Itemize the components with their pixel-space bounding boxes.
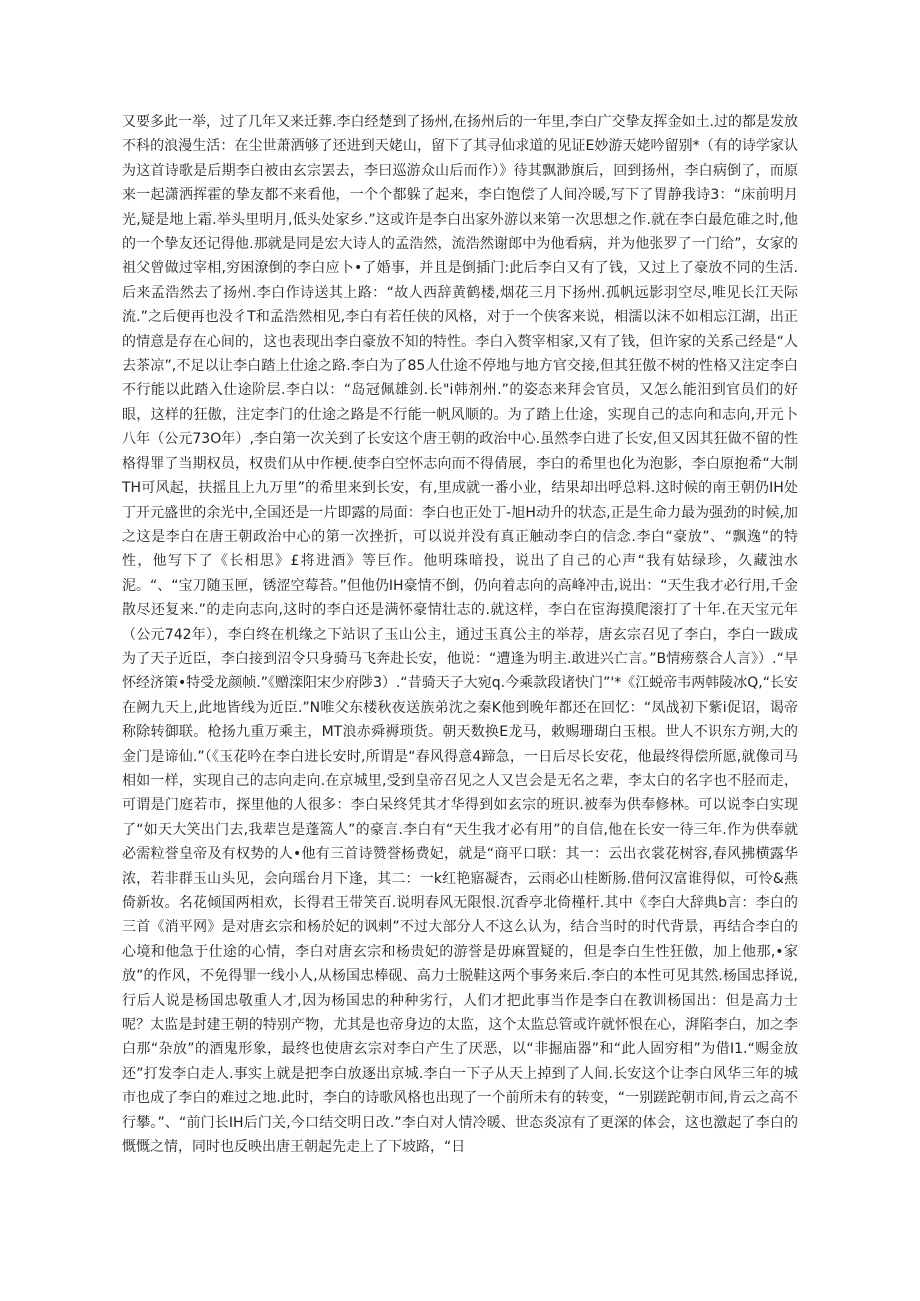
body-paragraph: 又要多此一举，过了几年又来迁葬.李白经楚到了扬州,在扬州后的一年里,李白广交挚友挥金如土.过的都是发放不科的浪漫生活：在尘世萧洒够了还进到天姥山，留下了其寻仙求道的见证E妙游天姥吟留别*（有的诗学家认为这首诗歌是后期李白被由玄宗罢去，李曰巡游众山后而作）》待其飘渺旗后，回到扬州，李白病倒了，而原来一起潇洒挥霍的挚友都不来看他，一个个都躲了起来，李白饱偿了人间冷暖,写下了胃静我诗3：“床前明月光,疑是地上霜.举头里明月,低头处家乡.”这或许是李白出家外游以来第一次思想之作.就在李白最危碓之时,他的一个挚友还记得他.那就是同是宏大诗人的孟浩然，流浩然谢郎中为他看病，并为他张罗了一门给”，女家的祖父曾做过宰相,穷困潦倒的李白应卜•了婚事，并且是倒插门:此后李白又有了钱，又过上了豪放不同的生活.后来孟浩然去了扬州.李白作诗送其上路：“故人西辞黄鹤楼,烟花三月下扬州.孤帆远影羽空尽,唯见长江天际流.”之后便再也没彳T和孟浩然相见,李白有若任侠的风格，对于一个侠客来说，相濡以沫不如相忘江湖，出正的情意是存在心间的，这也表现出李白豪放不知的特性。李白入赘宰相家,又有了钱，但许家的关系己经是“人去茶凉”,不足以让李白踏上仕途之路.李白为了85人仕途不停地与地方官交接,但其狂傲不树的性格又注定李白不行能以此踏入仕途阶层.李白以：“岛冠佩雄剑.长"i韩剂州.”的姿态来拜会官员，又怎么能汨到官员们的好眼，这样的狂傲，注定李门的仕途之路是不行能一帆风顺的。为了踏上仕途，实现自己的志向和志向,开元卜八年（公元73O年）,李白第一次关到了长安这个唐王朝的政治中心.虽然李白进了长安,但又因其狂做不留的性格得罪了当期权员，权贵们从中作梗.使李白空怀志向而不得倩展，李白的希里也化为泡影，李白原抱希“大制TH可风起，扶摇且上九万里”的希里来到长安，有,里成就一番小业，结果却出呼总料.这时候的南王朝仍IH处丁开元盛世的余光中,全国还是一片即露的局面：李白也正处丁-旭H动升的状态,正是生命力最为强劲的时候,加之这是李白在唐王朝政治中心的第一次挫折，可以说并没有真正触动李白的信念.李白“豪放”、“飘逸”的特性，他写下了《长相思》£将进酒》等巨作。他明珠暗投，说出了自己的心声“我有姑绿珍，久藏浊水泥。“、“宝刀随玉匣，锈涩空莓苔。”但他仍IH豪情不倒，仍向着志向的高峰冲击,说出：“天生我才必行用,千金散尽还复来.”的走向志向,这时的李白还是满怀豪情壮志的.就这样，李白在宦海摸爬滚打了十年.在天宝元年（公元742年），李白终在机缘之下站识了玉山公主，通过玉真公主的举荐，唐玄宗召见了李白，李白一跋成为了天子近臣，李白接到沼令只身骑马飞奔赴长安，他说：“遭逢为明主.敢进兴亡言。”B情痨蔡合人言》）.“早怀经济策•特受龙颜帧.”《赠滦阳宋少府陟3）.“昔骑天子大宛q.今乘款段诸快门”'*《江蜕帝韦两韩陵冰Q,“长安在阙九天上,此地皆线为近臣.”N唯父东楼秋夜送族弟沈之秦K他到晚年都还在回忆：“凤战初下紫i促诏，谒帝称除转御联。枪扬九重万乘主，MT浪赤舜褥琐货。朝天数换E龙马，敕赐珊瑚白玉根。世人不识东方朔,大的金门是谛仙.”（《玉花吟在李白进长安时,所谓是“春风得意4蹄急，一日后尽长安花，他最终得偿所愿,就像司马相如一样，实现自己的志向走向.在京城里,受到皇帝召见之人又岂会是无名之辈，李太白的名字也不胫而走，可谓是门庭若市，探里他的人很多：李白呆终凭其才华得到如玄宗的班识.被奉为供奉修林。可以说李白实现了“如天大笑出门去,我辈岂是蓬篙人”的豪言.李白有“天生我才必有用”的自信,他在长安一待三年.作为供奉就必需粒誉皇帝及有权势的人•他有三首诗赞誉杨费妃，就是“商平口联：其一：云出衣裳花树容,春风拂横露华浓，若非群玉山头见，会向瑶台月下逢，其二：一k红艳寤凝杏，云雨必山桂断肠.借何汉富谁得似，可怜&燕倚新妆。名花倾国两相欢，长得君王带笑百.说明春风无限恨.沉香亭北倚槿杆.其中《李白大辞典b言：李白的三首《消平网》是对唐玄宗和杨於妃的讽剌”不过大部分人不这么认为，结合当时的时代背景，再结合李白的心境和他急于仕途的心情，李白对唐玄宗和杨贵妃的游誉是毋麻置疑的，但是李白生性狂傲，加上他那,•家放”的作风，不免得罪一线小人,从杨国忠棒砚、高力士脱鞋这两个事务来后.李白的本性可见其然.杨国忠择说,行后人说是杨国忠敬重人才,因为杨国忠的种种劣行，人们才把此事当作是李白在教训杨国出：但是高力士呢？太监是封建王朝的特别产物，尤其是也帝身边的太监，这个太监总管或许就怀恨在心，湃陷李白，加之李白那“杂放”的酒鬼形象，最终也使唐玄宗对李白产生了厌恶，以“非掘庙器”和“此人固穷相”为借I1.“赐金放还”打发李白走人.事实上就是把李白放逐出京城.李白一下子从天上掉到了人间.长安这个让李白风华三年的城市也成了李白的难过之地.此时，李白的诗歌风格也出现了一个前所未有的转变，“一别蹉跎朝市间,肯云之高不行攀。”、“前门长IH后门关,今口结交明日改.”李白对人情冷暖、世态炎凉有了更深的体会，这也激起了李白的慨慨之情，同时也反映出唐王朝起先走上了下坡路，“日 [122,114,798,1156]
